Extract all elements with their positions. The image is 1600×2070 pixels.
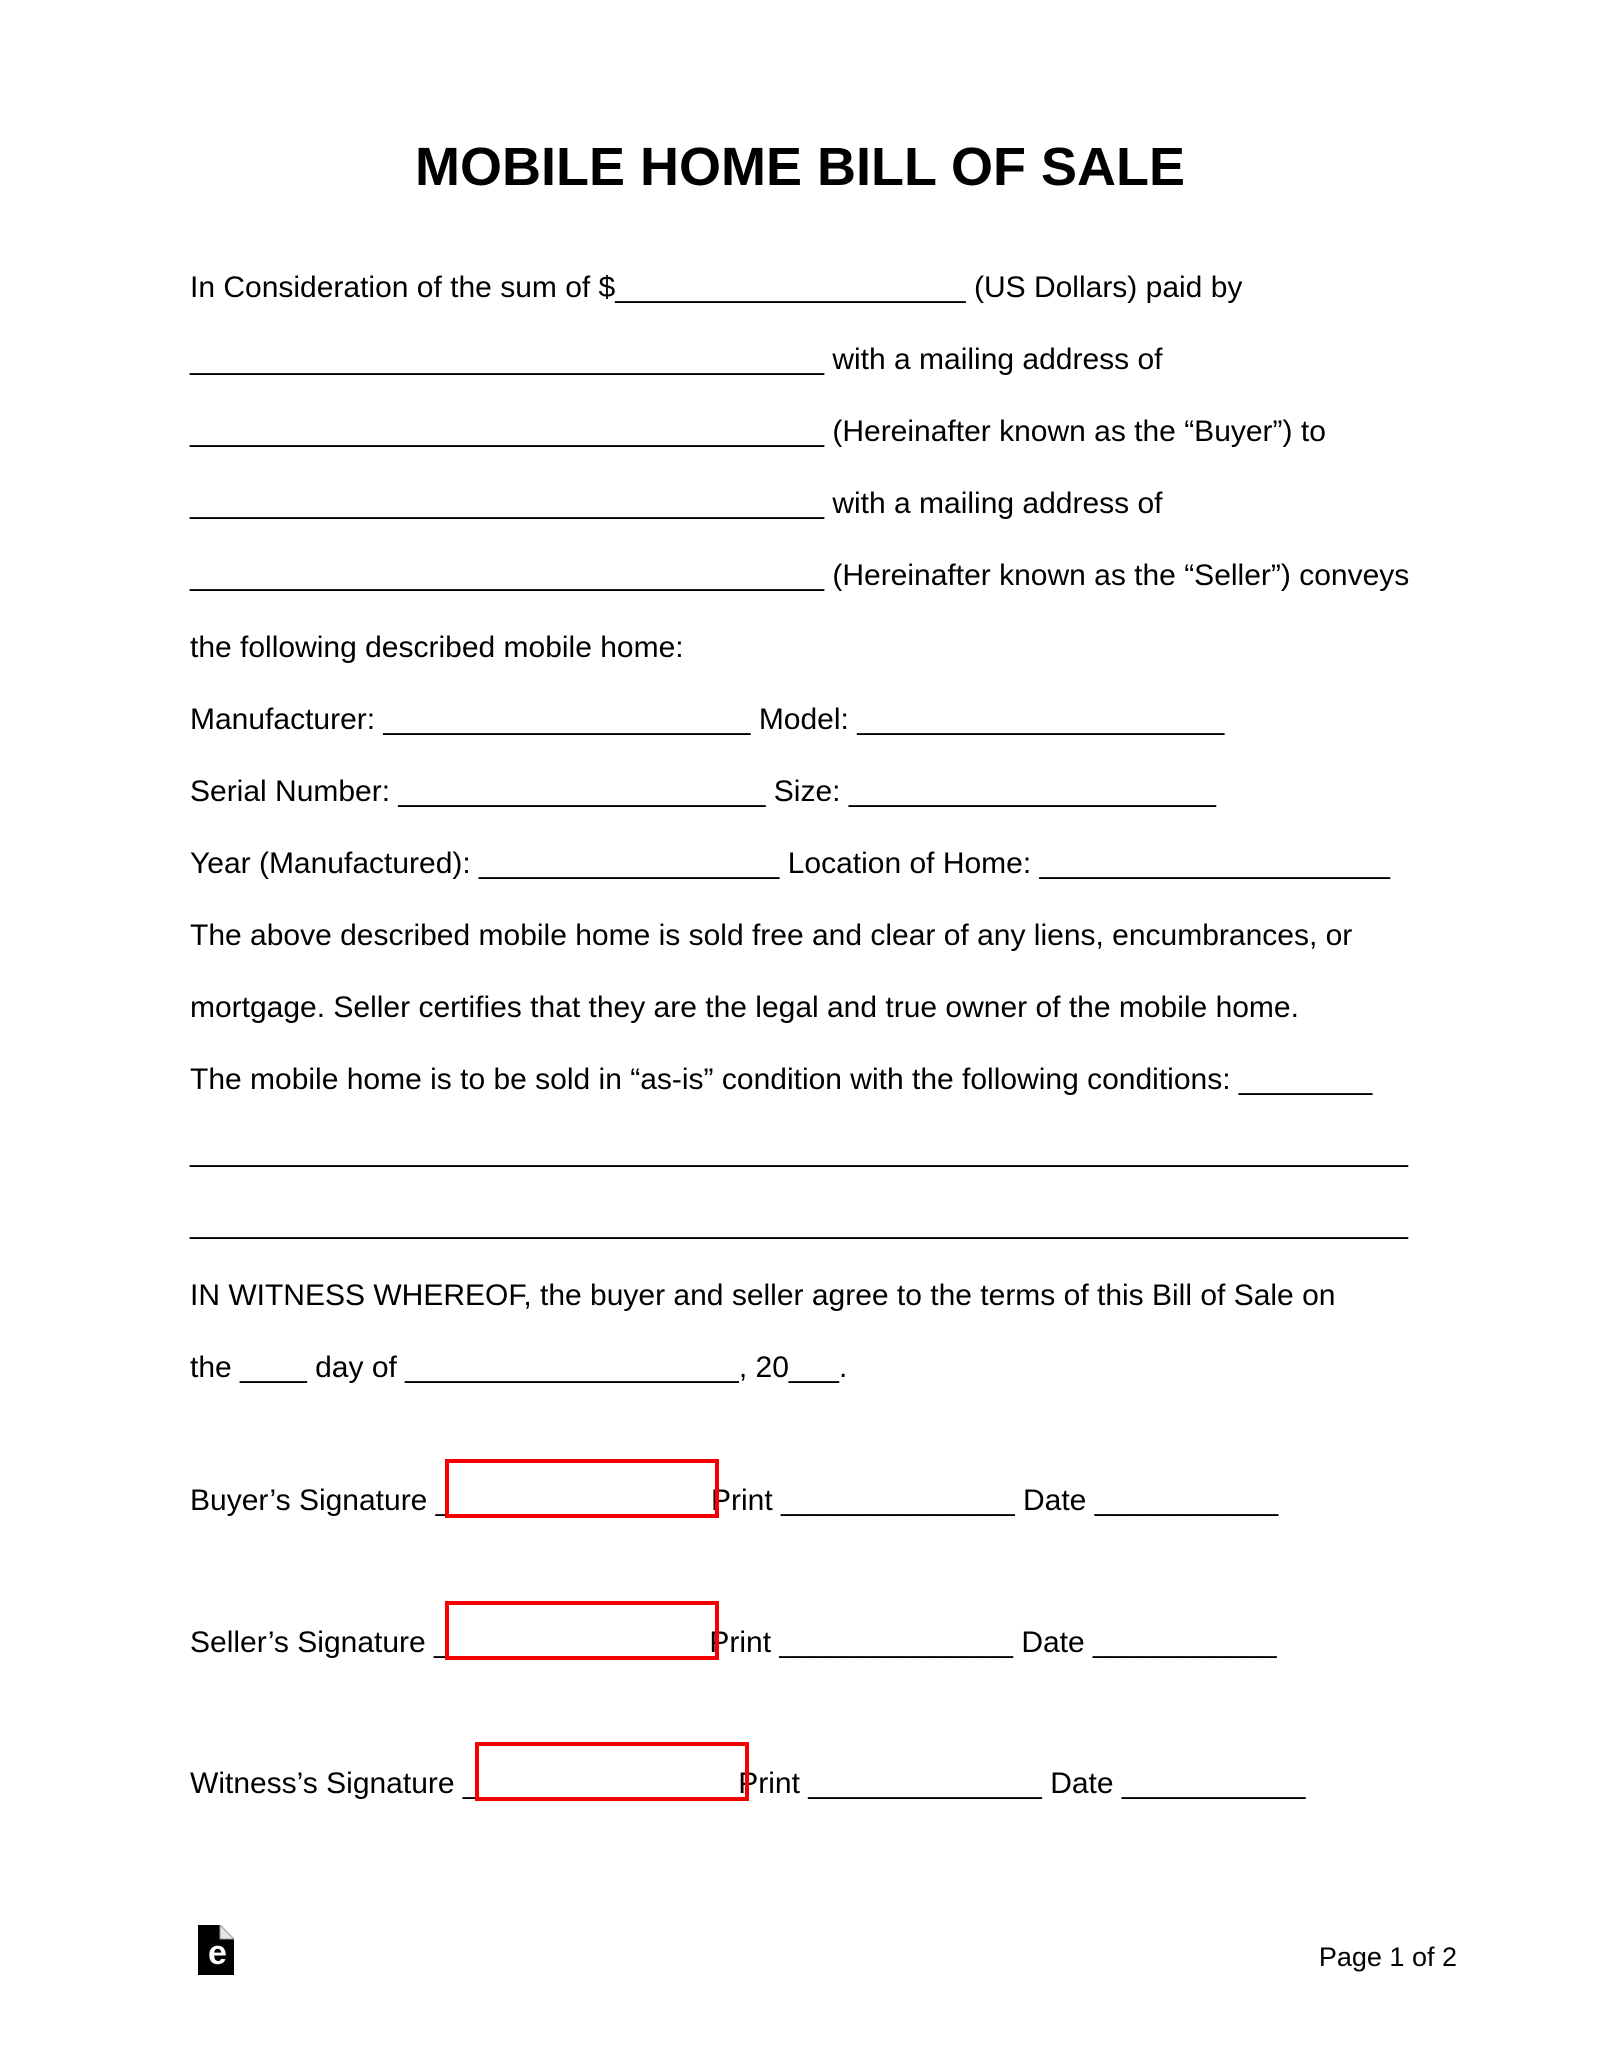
as-is-conditions-line: The mobile home is to be sold in “as-is” condition with the following conditions: ________ — [190, 1063, 1373, 1096]
witness-date-line: ___________ — [1121, 1767, 1306, 1800]
seller-print-line: ______________ — [779, 1626, 1013, 1659]
buyer-signature-label: Buyer’s Signature — [190, 1484, 428, 1517]
described-home-line: the following described mobile home: — [190, 631, 684, 664]
buyer-signature-field-box[interactable] — [445, 1459, 719, 1518]
document-title: MOBILE HOME BILL OF SALE — [414, 137, 1185, 197]
buyer-alias-line: ______________________________________ (Hereinafter known as the “Buyer”) to — [190, 415, 1326, 448]
witness-print-line: ______________ — [808, 1767, 1042, 1800]
consideration-line: In Consideration of the sum of $_____________________ (US Dollars) paid by — [190, 271, 1243, 304]
buyer-signature-row — [190, 1483, 1470, 1519]
witness-date-label: Date — [1050, 1767, 1114, 1800]
buyer-name-line: ______________________________________ with a mailing address of — [190, 343, 1163, 376]
seller-name-line: ______________________________________ with a mailing address of — [190, 487, 1163, 520]
free-clear-line-2: mortgage. Seller certifies that they are the legal and true owner of the mobile home. — [190, 991, 1299, 1024]
seller-date-line: ___________ — [1093, 1626, 1277, 1659]
witness-signature-field-box[interactable] — [475, 1742, 749, 1801]
witness-print-label: Print — [738, 1767, 800, 1800]
free-clear-line-1: The above described mobile home is sold free and clear of any liens, encumbrances, or — [190, 919, 1353, 952]
seller-signature-row — [190, 1625, 1470, 1661]
eforms-logo — [198, 1925, 234, 1975]
document-icon — [198, 1925, 234, 1975]
page-indicator: Page 1 of 2 — [1318, 1942, 1457, 1972]
buyer-date-line: ___________ — [1094, 1484, 1279, 1517]
witness-signature-row — [190, 1766, 1470, 1802]
execution-date-line: the ____ day of ____________________, 20___. — [190, 1351, 848, 1384]
buyer-date-label: Date — [1022, 1484, 1087, 1517]
conditions-blank-line-1[interactable]: _________________________________________________________________________ — [190, 1135, 1408, 1168]
buyer-print-line: ______________ — [781, 1484, 1015, 1517]
seller-print-label: Print — [709, 1626, 772, 1659]
buyer-print-label: Print — [711, 1484, 773, 1517]
serial-size-line: Serial Number: ______________________ Size: ______________________ — [190, 775, 1216, 808]
manufacturer-model-line: Manufacturer: ______________________ Model: ______________________ — [190, 703, 1225, 736]
seller-signature-field-box[interactable] — [445, 1601, 719, 1660]
witness-signature-line: ________________ — [462, 1767, 730, 1800]
year-location-line: Year (Manufactured): __________________ Location of Home: _____________________ — [190, 847, 1390, 880]
seller-alias-line: ______________________________________ (Hereinafter known as the “Seller”) conveys — [190, 559, 1410, 592]
witness-whereof-line: IN WITNESS WHEREOF, the buyer and seller agree to the terms of this Bill of Sale on — [190, 1279, 1336, 1312]
seller-signature-line: ________________ — [434, 1626, 701, 1659]
witness-signature-label: Witness’s Signature — [190, 1767, 455, 1800]
seller-signature-label: Seller’s Signature — [190, 1626, 426, 1659]
seller-date-label: Date — [1021, 1626, 1085, 1659]
logo-letter: e — [208, 1934, 227, 1972]
buyer-signature-line: ________________ — [435, 1484, 703, 1517]
conditions-blank-line-2[interactable]: _________________________________________________________________________ — [190, 1207, 1408, 1240]
